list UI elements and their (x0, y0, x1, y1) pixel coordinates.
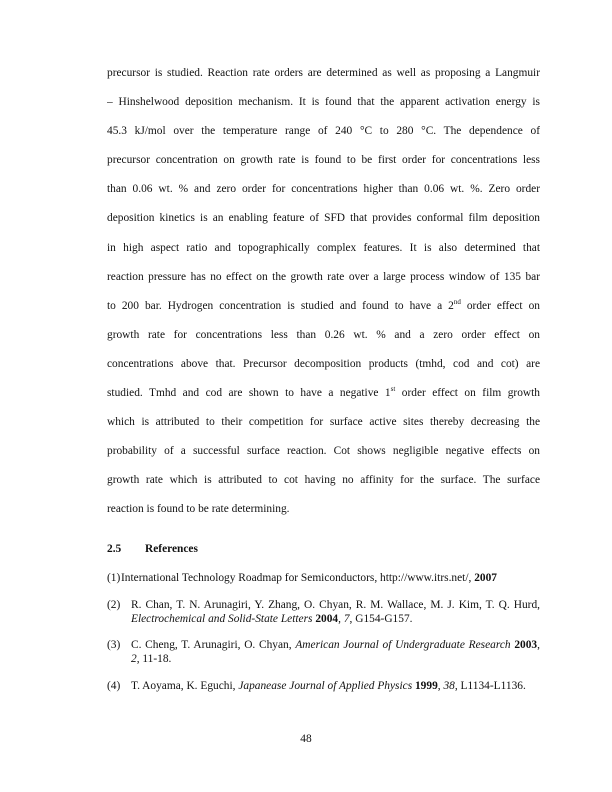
body-line (107, 117, 540, 146)
body-line (107, 204, 540, 233)
reference-label: (2) (107, 598, 121, 611)
year: 2003 (514, 639, 538, 651)
body-line (107, 408, 540, 437)
reference-item (107, 571, 540, 585)
body-line (107, 495, 540, 524)
text-run: , 11-18. (136, 653, 172, 665)
text-run: probability of a successful surface reaction. Cot shows negligible negative effects on (107, 445, 540, 458)
body-line (107, 175, 540, 204)
year: 2007 (474, 572, 497, 584)
body-paragraph (107, 59, 540, 525)
text-run: R. Chan, T. N. Arunagiri, Y. Zhang, O. Chyan, R. M. Wallace, M. J. Kim, T. Q. Hurd, (131, 598, 540, 611)
reference-text (107, 571, 540, 585)
text-run: precursor concentration on growth rate is found to be first order for concentrations less (107, 154, 540, 167)
year: 1999 (414, 679, 438, 692)
journal-title: 2 (131, 653, 137, 665)
body-line (107, 379, 540, 408)
text-run: in high aspect ratio and topographically complex features. It is also determined that (107, 241, 540, 254)
text-run: growth rate which is attributed to cot having no affinity for the surface. The surface (107, 474, 540, 487)
reference-text (107, 679, 540, 693)
text-run: precursor is studied. Reaction rate orders are determined as well as proposing a Langmuir (107, 67, 540, 79)
journal-title: Japanease Journal of Applied Physics (238, 679, 413, 692)
body-line (107, 88, 540, 117)
text-run: to 200 bar. Hydrogen concentration is studied and found to have a 2 (107, 299, 454, 312)
reference-item (107, 679, 540, 693)
body-line (107, 350, 540, 379)
text-run: order effect on film growth (395, 387, 540, 400)
reference-list (107, 571, 540, 705)
reference-label: (4) (107, 679, 121, 692)
text-run: concentrations above that. Precursor decomposition products (tmhd, cod and cot) are (107, 357, 540, 370)
text-run: 45.3 kJ/mol over the temperature range of 240 °C to 280 °C. The dependence of (107, 125, 540, 138)
journal-title: 38 (443, 679, 455, 692)
text-run: reaction is found to be rate determining. (107, 503, 290, 516)
section-title: References (145, 543, 198, 555)
journal-title: Electrochemical and Solid-State Letters (131, 612, 313, 625)
body-line (107, 321, 540, 350)
section-heading (107, 543, 198, 555)
year: 2004 (315, 612, 339, 625)
body-line (107, 59, 540, 88)
text-run: T. Aoyama, K. Eguchi, (131, 679, 239, 692)
text-run: , (437, 679, 444, 692)
superscript: st (390, 385, 396, 394)
superscript: nd (453, 297, 461, 306)
text-run: , (537, 639, 540, 651)
text-run: order effect on (460, 299, 540, 312)
reference-item (107, 638, 540, 666)
text-run: International Technology Roadmap for Semiconductors, http://www.itrs.net/, (121, 572, 475, 584)
body-line (107, 292, 540, 321)
text-run: , L1134-L1136. (454, 679, 526, 692)
reference-text (107, 598, 540, 626)
text-run: which is attributed to their competition for surface active sites thereby decreasing the (107, 416, 540, 429)
text-run: , G154-G157. (349, 612, 413, 625)
journal-title: 7 (343, 612, 350, 625)
journal-title: American Journal of Undergraduate Research (295, 639, 511, 651)
reference-label: (3) (107, 639, 121, 651)
text-run: , (338, 612, 344, 625)
page-number: 48 (300, 733, 312, 745)
text-run: reaction pressure has no effect on the growth rate over a large process window of 135 bar (107, 270, 540, 283)
body-line (107, 437, 540, 466)
body-line (107, 466, 540, 495)
reference-text (107, 638, 540, 666)
text-run: than 0.06 wt. % and zero order for concentrations higher than 0.06 wt. %. Zero order (107, 183, 540, 196)
text-run: studied. Tmhd and cod are shown to have a negative 1 (107, 387, 391, 400)
section-number: 2.5 (107, 543, 122, 555)
reference-label: (1) (107, 572, 121, 584)
text-run: growth rate for concentrations less than 0.26 wt. % and a zero order effect on (107, 328, 540, 341)
body-line (107, 146, 540, 175)
body-line (107, 234, 540, 263)
body-line (107, 263, 540, 292)
text-run: C. Cheng, T. Arunagiri, O. Chyan, (131, 639, 296, 651)
text-run: deposition kinetics is an enabling feature of SFD that provides conformal film deposition (107, 212, 540, 225)
text-run: – Hinshelwood deposition mechanism. It is found that the apparent activation energy is (107, 96, 540, 109)
reference-item (107, 598, 540, 626)
